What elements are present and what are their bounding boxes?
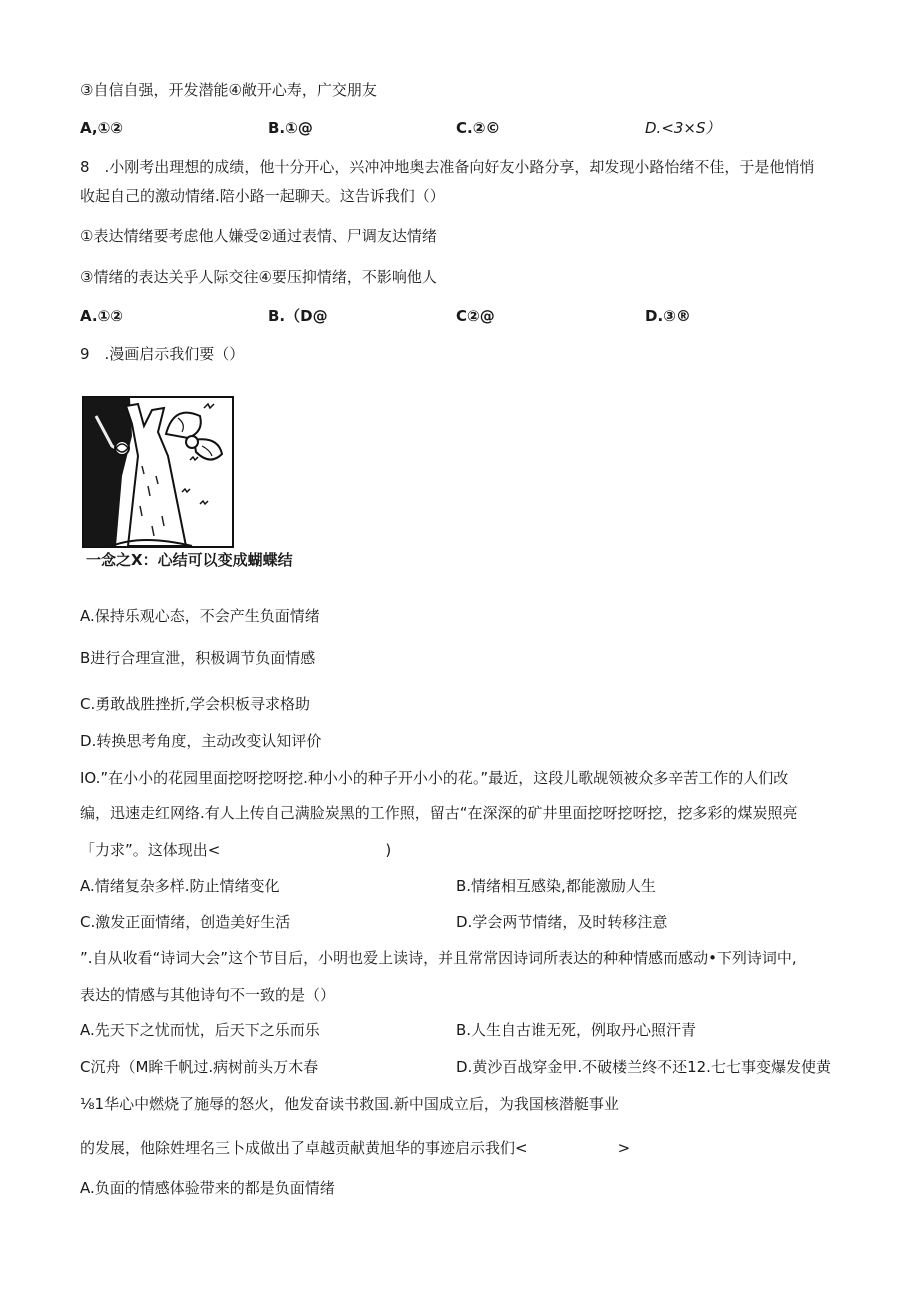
q9-option-a: A.保持乐观心态，不会产生负面情绪 [80, 607, 320, 625]
q9-option-d: D.转换思考角度，主动改变认知评价 [80, 732, 322, 750]
q8-option-d: D.③® [645, 307, 691, 325]
q10-option-c: C.激发正面情绪，创造美好生活 [80, 913, 291, 931]
q9-stem: 9 .漫画启示我们要（） [80, 345, 245, 363]
q10-stem-line-1: IO.”在小小的花园里面挖呀挖呀挖.种小小的种子开小小的花。”最近，这段儿歌觇领被众多辛苦工作的人们改 [80, 769, 789, 787]
q11-option-d: D.黄沙百战穿金甲.不破楼兰终不还12.七七事变爆发使黄 [456, 1058, 831, 1076]
q8-option-c: C②@ [456, 307, 495, 325]
q11-stem-line-1: ”.自从收看“诗词大会”这个节目后，小明也爱上读诗，并且常常因诗词所表达的种种情感而感动•下列诗词中, [80, 949, 797, 967]
q8-option-b: B.（D@ [268, 307, 328, 325]
q8-statement-line-1: ①表达情绪要考虑他人嫌受②通过表情、尸调友达情绪 [80, 227, 437, 245]
q7-option-d: D.<3×S） [645, 119, 721, 137]
comic-caption: 一念之X：心结可以变成蝴蝶结 [86, 551, 293, 569]
q12-stem-line-1: ⅛1华心中燃烧了施辱的怒火，他发奋读书救国.新中国成立后，为我国核潜艇事业 [80, 1095, 619, 1113]
q10-stem-line-2: 编，迅速走红网络.有人上传自己满脸炭黑的工作照，留古“在深深的矿井里面挖呀挖呀挖，挖多彩的煤炭照亮 [80, 804, 798, 822]
q11-option-a: A.先天下之忧而忧，后天下之乐而乐 [80, 1021, 320, 1039]
q12-option-a: A.负面的情感体验带来的都是负面情绪 [80, 1179, 335, 1197]
q7-option-a: A,①② [80, 119, 123, 137]
q11-stem-line-2: 表达的情感与其他诗句不一致的是（） [80, 986, 336, 1004]
q7-option-c: C.②© [456, 119, 501, 137]
q10-option-d: D.学会两节情绪，及时转移注意 [456, 913, 668, 931]
q8-stem-line-1: 8 .小刚考出理想的成绩，他十分开心，兴冲冲地奥去准备向好友小路分享，却发现小路怡绪不佳，于是他悄悄 [80, 158, 815, 176]
q9-option-c: C.勇敢战胜挫折,学会枳板寻求格助 [80, 695, 311, 713]
q8-option-a: A.①② [80, 307, 123, 325]
q7-statement-line: ③自信自强，开发潜能④敞开心寿，广交朋友 [80, 81, 377, 99]
q10-option-b: B.情绪相互感染,都能激励人生 [456, 877, 656, 895]
q12-stem-line-2: 的发展，他除姓埋名三卜成做出了卓越贡献黄旭华的事迹启示我们< > [80, 1139, 631, 1157]
q8-statement-line-2: ③情绪的表达关乎人际交往④要压抑情绪，不影响他人 [80, 268, 437, 286]
q10-option-a: A.情绪复杂多样.防止情绪变化 [80, 877, 280, 895]
q11-option-c: C沉舟（M眸千帆过.病树前头万木春 [80, 1058, 319, 1076]
q8-stem-line-2: 收起自己的激动情绪.陪小路一起聊天。这告诉我们（） [80, 187, 445, 205]
q11-option-b: B.人生自古谁无死，例取丹心照汗青 [456, 1021, 697, 1039]
q9-option-b: B进行合理宣泄，积极调节负面情感 [80, 649, 316, 667]
comic-image [82, 396, 234, 548]
q10-stem-line-3: 「力求”。这体现出< ) [80, 841, 392, 859]
q7-option-b: B.①@ [268, 119, 313, 137]
